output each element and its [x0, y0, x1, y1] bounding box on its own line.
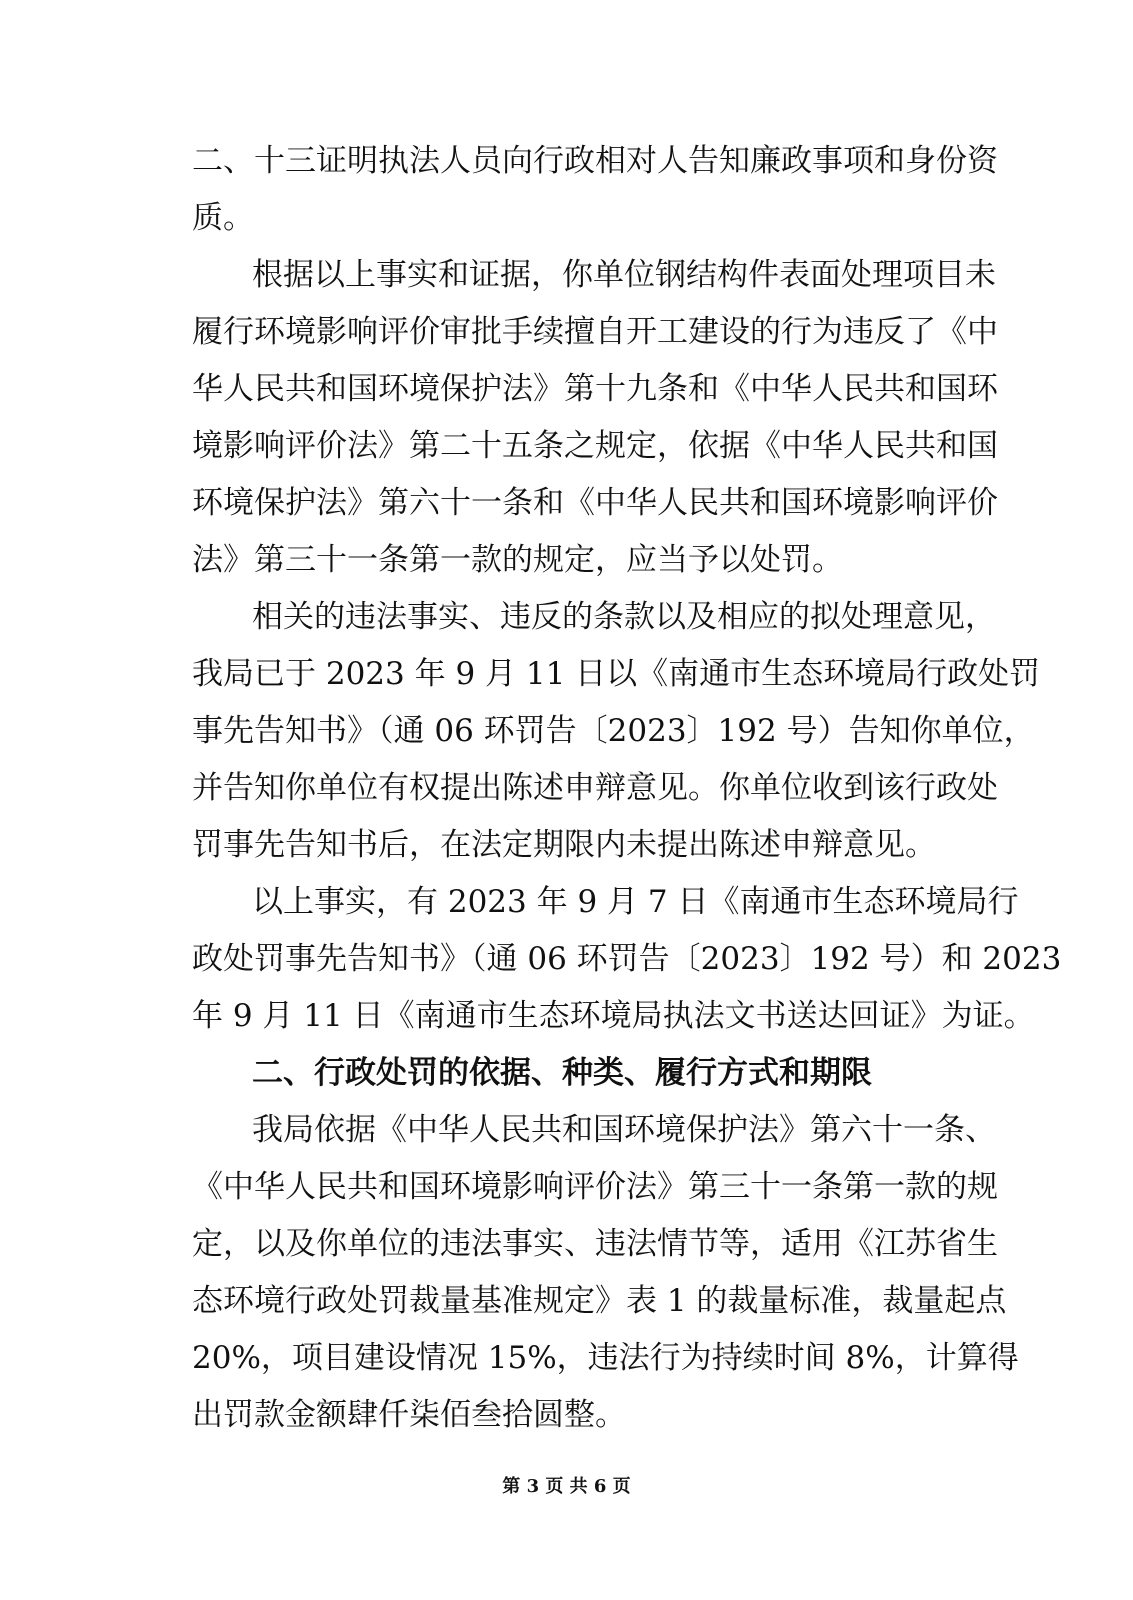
page-number: 第 3 页 共 6 页	[502, 1476, 631, 1497]
text-line: 定，以及你单位的违法事实、违法情节等，适用《江苏省生	[192, 1226, 998, 1262]
text-line: 质。	[192, 200, 254, 236]
text-line: 环境保护法》第六十一条和《中华人民共和国环境影响评价	[192, 485, 998, 521]
text-line: 相关的违法事实、违反的条款以及相应的拟处理意见，	[252, 599, 996, 635]
text-line: 境影响评价法》第二十五条之规定，依据《中华人民共和国	[192, 428, 998, 464]
text-line: 二、十三证明执法人员向行政相对人告知廉政事项和身份资	[192, 143, 998, 179]
text-line: 以上事实，有 2023 年 9 月 7 日《南通市生态环境局行	[252, 884, 1019, 920]
text-line: 华人民共和国环境保护法》第十九条和《中华人民共和国环	[192, 371, 998, 407]
text-line: 20%，项目建设情况 15%，违法行为持续时间 8%，计算得	[192, 1340, 1019, 1376]
text-line: 罚事先告知书后，在法定期限内未提出陈述申辩意见。	[192, 827, 936, 863]
text-line: 《中华人民共和国环境影响评价法》第三十一条第一款的规	[192, 1169, 998, 1205]
text-line: 并告知你单位有权提出陈述申辩意见。你单位收到该行政处	[192, 770, 998, 806]
text-line: 法》第三十一条第一款的规定，应当予以处罚。	[192, 542, 843, 578]
text-line: 出罚款金额肆仟柒佰叁拾圆整。	[192, 1397, 626, 1433]
section-heading: 二、行政处罚的依据、种类、履行方式和期限	[252, 1055, 872, 1091]
text-line: 我局依据《中华人民共和国环境保护法》第六十一条、	[252, 1112, 996, 1148]
text-line: 态环境行政处罚裁量基准规定》表 1 的裁量标准，裁量起点	[192, 1283, 1007, 1319]
text-line: 政处罚事先告知书》（通 06 环罚告〔2023〕192 号）和 2023	[192, 941, 1062, 977]
text-line: 根据以上事实和证据，你单位钢结构件表面处理项目未	[252, 257, 996, 293]
text-line: 事先告知书》（通 06 环罚告〔2023〕192 号）告知你单位，	[192, 713, 1035, 749]
text-line: 我局已于 2023 年 9 月 11 日以《南通市生态环境局行政处罚	[192, 656, 1041, 692]
text-line: 履行环境影响评价审批手续擅自开工建设的行为违反了《中	[192, 314, 998, 350]
text-line: 年 9 月 11 日《南通市生态环境局执法文书送达回证》为证。	[192, 998, 1035, 1034]
